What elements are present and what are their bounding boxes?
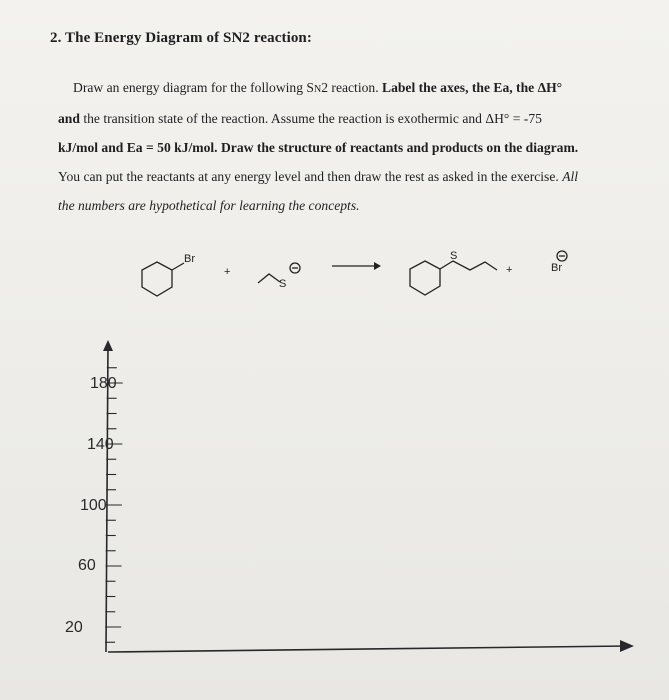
y-tick-180: 180	[90, 375, 117, 392]
instruction-line-2: and the transition state of the reaction. Assume the reaction is exothermic and ΔH° = -75	[58, 111, 542, 126]
instruction-line-1: Draw an energy diagram for the following SN2 reaction. Label the axes, the Ea, the ΔH°	[73, 80, 563, 95]
product-sulfur-label: S	[450, 250, 458, 262]
y-tick-100: 100	[80, 497, 107, 514]
instruction-line-4: You can put the reactants at any energy level and then draw the rest as asked in the exercise. All	[58, 169, 579, 184]
x-axis-arrowhead	[620, 640, 634, 652]
thiolate-sulfur-label: S	[279, 278, 287, 290]
instruction-line-5: the numbers are hypothetical for learning the concepts.	[58, 198, 360, 213]
x-axis-line	[108, 646, 628, 652]
y-tick-140: 140	[87, 436, 114, 453]
plus-sign-1: +	[224, 266, 231, 278]
bromide-label: Br	[551, 262, 562, 274]
plus-sign-2: +	[506, 264, 513, 276]
instruction-line-3: kJ/mol and Ea = 50 kJ/mol. Draw the structure of reactants and products on the diagram.	[58, 140, 579, 155]
y-tick-20: 20	[65, 619, 83, 636]
y-tick-60: 60	[78, 557, 96, 574]
reactant-br-label: Br	[184, 253, 195, 265]
question-heading: 2. The Energy Diagram of SN2 reaction:	[50, 30, 312, 46]
y-axis-arrowhead	[103, 340, 113, 351]
